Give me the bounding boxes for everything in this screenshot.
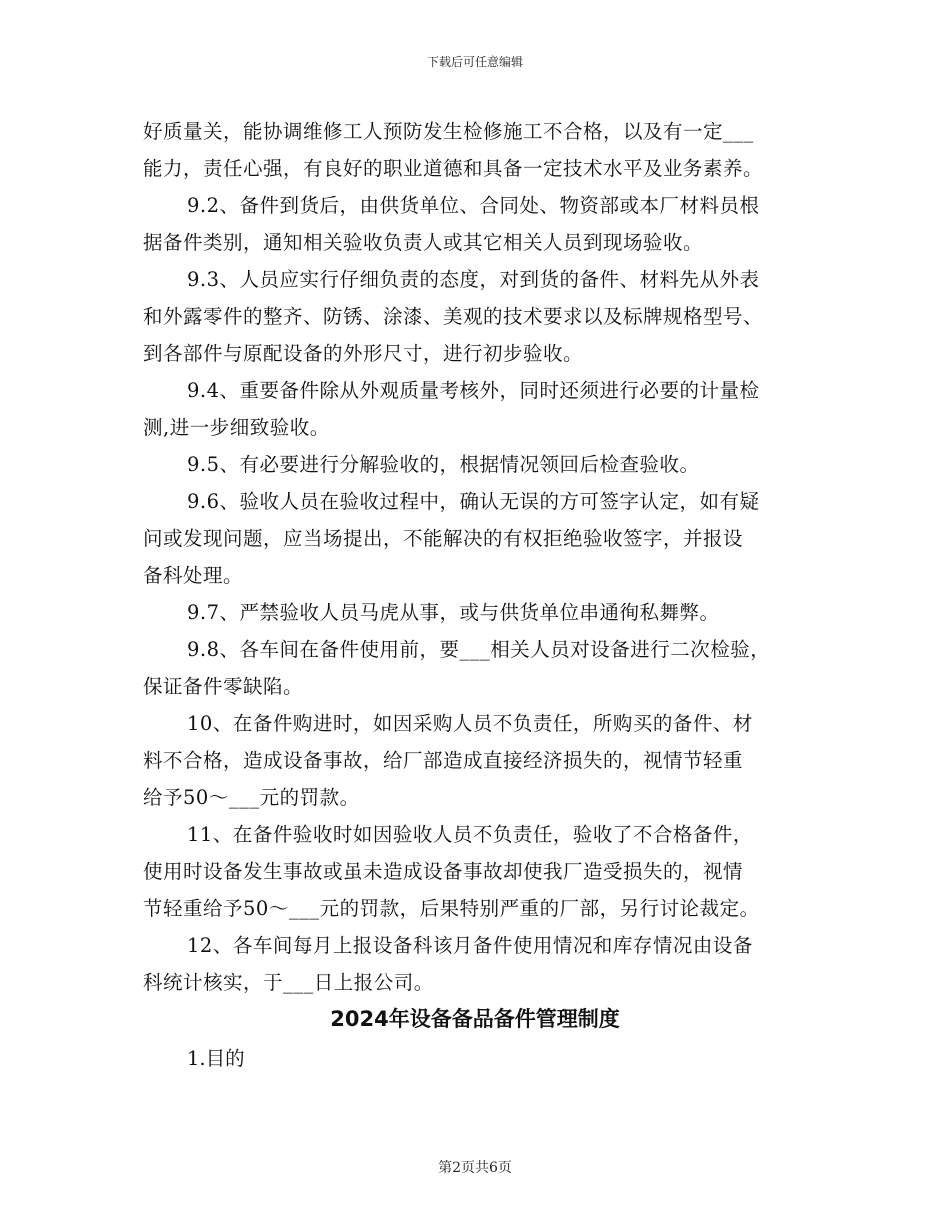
page-footer: 第2页共6页: [438, 1160, 512, 1176]
paragraph-line: 9.7、严禁验收人员马虎从事，或与供货单位串通徇私舞弊。: [187, 601, 720, 624]
paragraph-line: 给予50～___元的罚款。: [143, 786, 360, 809]
paragraph-line: 9.8、各车间在备件使用前，要___相关人员对设备进行二次检验，: [187, 638, 771, 661]
paragraph-line: 料不合格，造成设备事故，给厂部造成直接经济损失的，视情节轻重: [143, 749, 744, 772]
paragraph-line: 9.6、验收人员在验收过程中，确认无误的方可签字认定，如有疑: [187, 490, 760, 513]
paragraph-line: 节轻重给予50～___元的罚款，后果特别严重的厂部，另行讨论裁定。: [143, 897, 760, 920]
section-heading: 1.目的: [187, 1047, 245, 1070]
paragraph-line: 问或发现问题，应当场提出，不能解决的有权拒绝验收签字，并报设: [143, 527, 744, 550]
paragraph-line: 9.5、有必要进行分解验收的，根据情况领回后检查验收。: [187, 453, 700, 476]
paragraph-line: 9.4、重要备件除从外观质量考核外，同时还须进行必要的计量检: [187, 379, 760, 402]
paragraph-line: 9.3、人员应实行仔细负责的态度，对到货的备件、材料先从外表: [187, 268, 760, 291]
paragraph-line: 12、各车间每月上报设备科该月备件使用情况和库存情况由设备: [187, 934, 753, 957]
paragraph-line: 11、在备件验收时如因验收人员不负责任，验收了不合格备件，: [187, 823, 753, 846]
paragraph-line: 使用时设备发生事故或虽未造成设备事故却使我厂造受损失的，视情: [143, 860, 744, 883]
paragraph-line: 据备件类别，通知相关验收负责人或其它相关人员到现场验收。: [143, 231, 704, 254]
paragraph-line: 备科处理。: [143, 564, 244, 587]
paragraph-line: 保证备件零缺陷。: [143, 675, 304, 698]
paragraph-line: 和外露零件的整齐、防锈、涂漆、美观的技术要求以及标牌规格型号、: [143, 305, 764, 328]
paragraph-line: 好质量关，能协调维修工人预防发生检修施工不合格，以及有一定___: [143, 120, 754, 143]
paragraph-line: 测,进一步细致验收。: [143, 416, 330, 439]
paragraph-line: 科统计核实，于___日上报公司。: [143, 971, 434, 994]
section-title: 2024年设备备品备件管理制度: [330, 1007, 620, 1031]
page-header: 下载后可任意编辑: [426, 55, 523, 69]
paragraph-line: 能力，责任心强，有良好的职业道德和具备一定技术水平及业务素养。: [143, 157, 764, 180]
paragraph-line: 到各部件与原配设备的外形尺寸，进行初步验收。: [143, 342, 584, 365]
paragraph-line: 10、在备件购进时，如因采购人员不负责任，所购买的备件、材: [187, 712, 753, 735]
paragraph-line: 9.2、备件到货后，由供货单位、合同处、物资部或本厂材料员根: [187, 194, 760, 217]
document-body: [143, 113, 813, 1001]
